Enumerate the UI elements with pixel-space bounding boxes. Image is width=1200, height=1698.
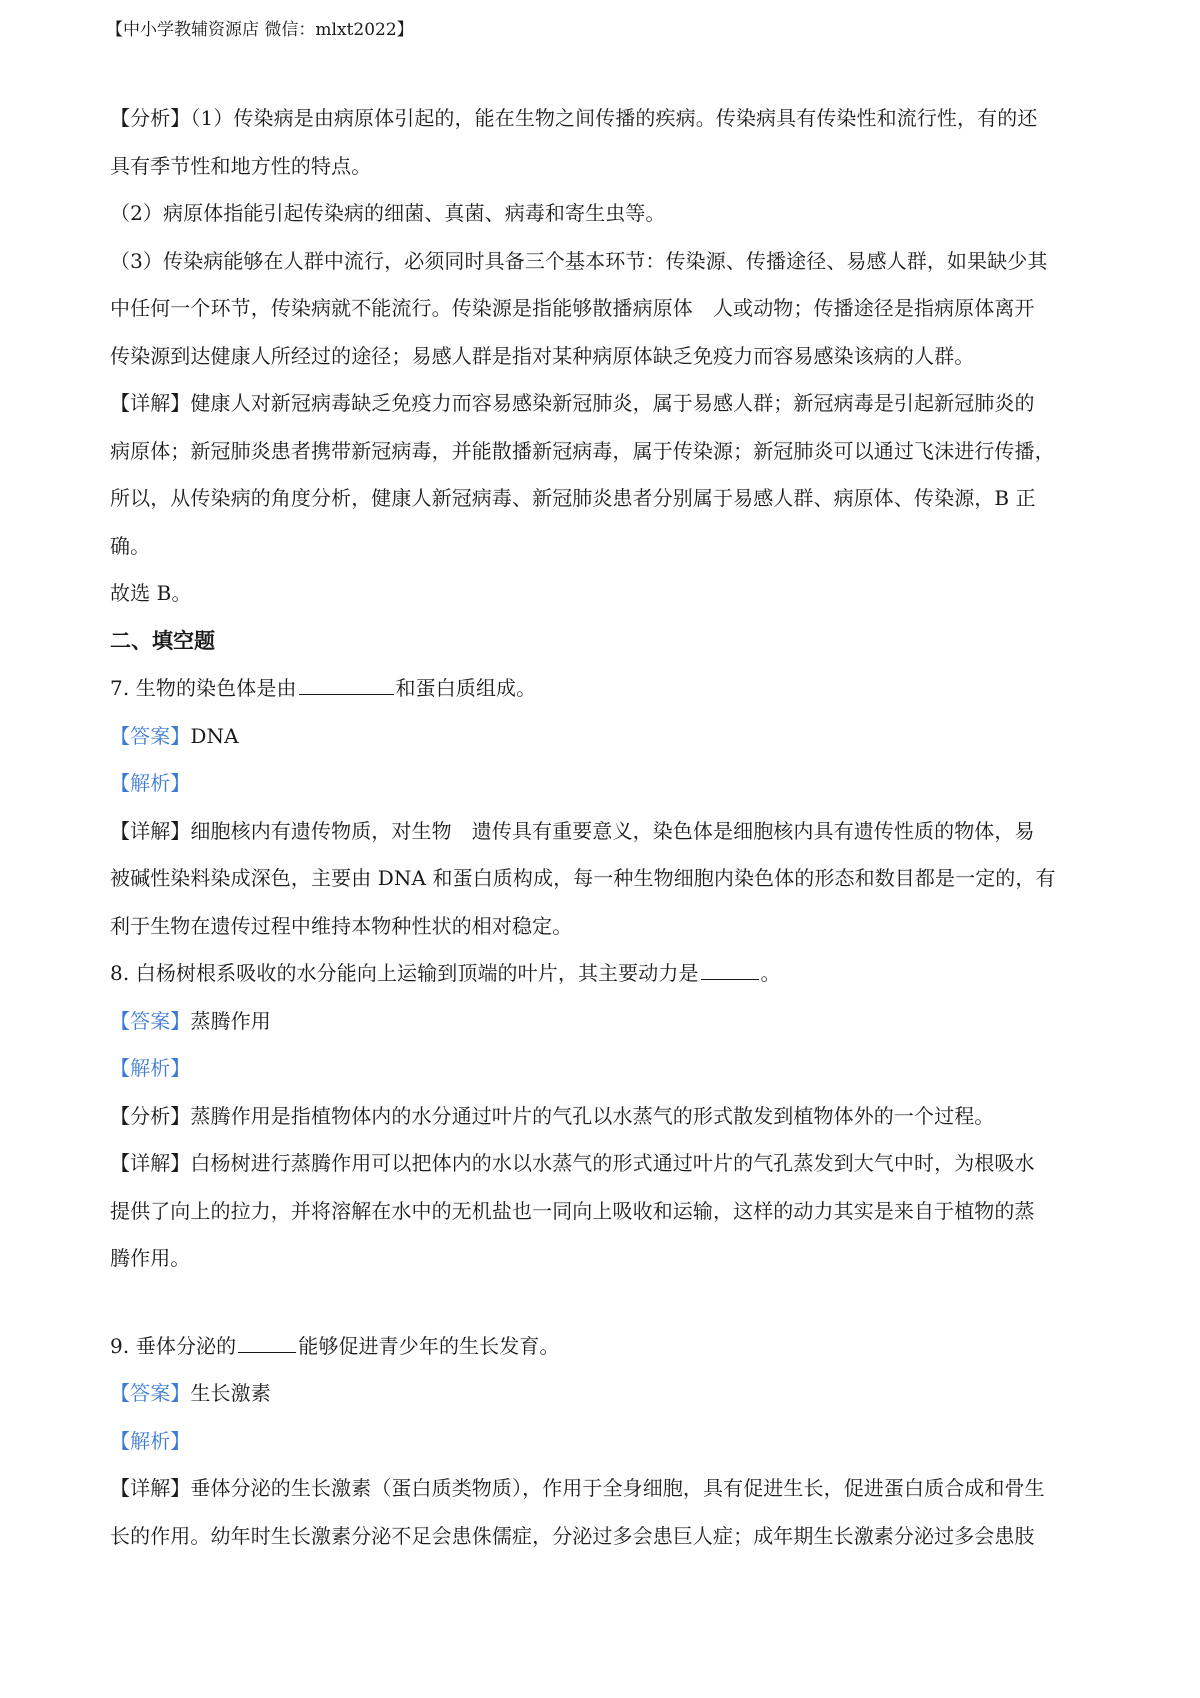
question-text: 。 (760, 961, 781, 985)
answer-text: DNA (190, 723, 239, 748)
answer-blank (701, 957, 759, 980)
question-text: 和蛋白质组成。 (395, 676, 537, 700)
detail-line: 【详解】细胞核内有遗传物质，对生物 遗传具有重要意义，染色体是细胞核内具有遗传性质的物体，易 (110, 818, 1035, 843)
answer-text: 生长激素 (190, 1381, 271, 1405)
answer-tag: 【答案】 (110, 1381, 191, 1405)
answer-tag: 【答案】 (110, 1008, 191, 1033)
detail-line: 病原体；新冠肺炎患者携带新冠病毒，并能散播新冠病毒，属于传染源；新冠肺炎可以通过飞沫进行传播， (110, 438, 1055, 463)
question-text: 8. 白杨树根系吸收的水分能向上运输到顶端的叶片，其主要动力是 (110, 961, 699, 985)
detail-line: 【详解】垂体分泌的生长激素（蛋白质类物质），作用于全身细胞，具有促进生长，促进蛋白质合成和骨生 (110, 1476, 1045, 1500)
detail-line: 被碱性染料染成深色，主要由 DNA 和蛋白质构成，每一种生物细胞内染色体的形态和数目都是一定的，有 (110, 866, 1056, 890)
answer-blank (238, 1330, 296, 1353)
detail-line: 腾作用。 (110, 1246, 191, 1270)
detail-line: 【详解】白杨树进行蒸腾作用可以把体内的水以水蒸气的形式通过叶片的气孔蒸发到大气中时，为根吸水 (110, 1151, 1035, 1175)
answer-8 (110, 998, 1100, 1046)
answer-tag: 【答案】 (110, 723, 191, 748)
detail-line: 【详解】健康人对新冠病毒缺乏免疫力而容易感染新冠肺炎，属于易感人群；新冠病毒是引起新冠肺炎的 (110, 391, 1035, 415)
question-8 (110, 950, 1100, 998)
spacer (110, 1283, 1100, 1323)
answer-text: 蒸腾作用 (190, 1008, 271, 1033)
analysis-line: （2）病原体指能引起传染病的细菌、真菌、病毒和寄生虫等。 (110, 201, 666, 225)
detail-line: 长的作用。幼年时生长激素分泌不足会患侏儒症，分泌过多会患巨人症；成年期生长激素分泌过多会患肢 (110, 1523, 1035, 1548)
analysis-line: 具有季节性和地方性的特点。 (110, 153, 372, 178)
analysis-line: 【分析】（1）传染病是由病原体引起的，能在生物之间传播的疾病。传染病具有传染性和流行性，有的还 (110, 106, 1038, 130)
analysis-line: 传染源到达健康人所经过的途径；易感人群是指对某种病原体缺乏免疫力而容易感染该病的人群。 (110, 343, 975, 368)
document-body (110, 95, 1100, 1560)
section-title: 二、填空题 (110, 628, 215, 653)
analysis-line: （3）传染病能够在人群中流行，必须同时具备三个基本环节：传染源、传播途径、易感人群，如果缺少其 (110, 248, 1048, 273)
answer-blank (299, 672, 394, 695)
explanation-tag: 【解析】 (110, 771, 191, 795)
detail-line: 提供了向上的拉力，并将溶解在水中的无机盐也一同向上吸收和运输，这样的动力其实是来自于植物的蒸 (110, 1198, 1035, 1223)
explanation-tag: 【解析】 (110, 1428, 191, 1453)
detail-line: 利于生物在遗传过程中维持本物种性状的相对稳定。 (110, 913, 573, 938)
analysis-line: 【分析】蒸腾作用是指植物体内的水分通过叶片的气孔以水蒸气的形式散发到植物体外的一个过程。 (110, 1103, 995, 1128)
analysis-line: 中任何一个环节，传染病就不能流行。传染源是指能够散播病原体 人或动物；传播途径是指病原体离开 (110, 296, 1035, 320)
question-7 (110, 665, 1100, 713)
question-text: 9. 垂体分泌的 (110, 1333, 237, 1358)
question-9 (110, 1323, 1100, 1371)
choice-line: 故选 B。 (110, 581, 192, 605)
answer-7 (110, 713, 1100, 761)
question-text: 7. 生物的染色体是由 (110, 676, 297, 700)
detail-line: 所以，从传染病的角度分析，健康人新冠病毒、新冠肺炎患者分别属于易感人群、病原体、传染源，B 正 (110, 486, 1036, 510)
page-header: 【中小学教辅资源店 微信：mlxt2022】 (106, 20, 414, 40)
detail-line: 确。 (110, 533, 151, 558)
answer-9 (110, 1370, 1100, 1418)
explanation-tag: 【解析】 (110, 1056, 191, 1080)
question-text: 能够促进青少年的生长发育。 (298, 1333, 560, 1358)
